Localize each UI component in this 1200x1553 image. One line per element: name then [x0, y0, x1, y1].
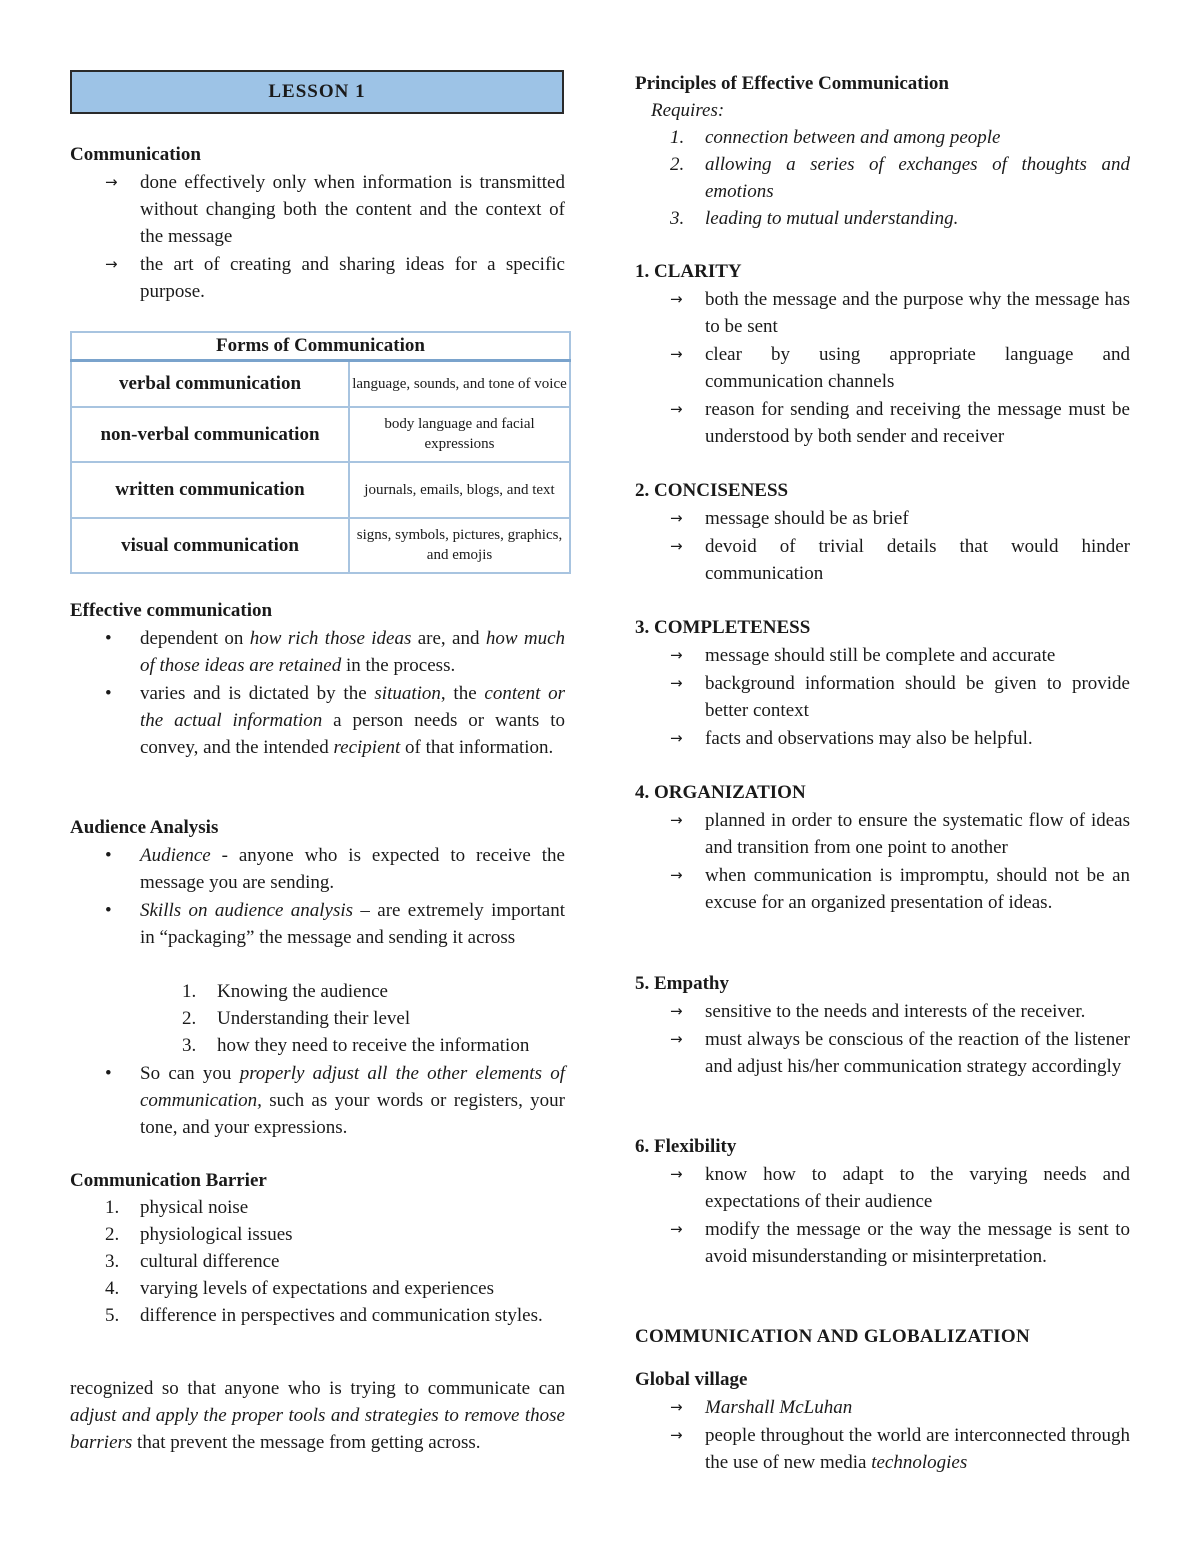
audience-sub-item: 2. Understanding their level: [182, 1008, 411, 1029]
communication-heading: Communication: [70, 144, 201, 165]
forms-of-communication-table: [70, 331, 571, 574]
arrow-icon: →: [670, 1030, 683, 1048]
effective-bullet-1: • dependent on how rich those ideas are, and how much of those ideas are retained in the process.: [105, 625, 565, 679]
barrier-paragraph: recognized so that anyone who is trying to communicate can adjust and apply the proper tools and strategies to remove those barriers that prevent the message from getting across.: [70, 1378, 565, 1453]
arrow-icon: →: [670, 1426, 683, 1444]
table-row: verbal communication language, sounds, and tone of voice: [71, 361, 570, 407]
bullet-icon: •: [105, 1063, 112, 1084]
principles-requires: Requires:: [651, 100, 725, 121]
bullet-icon: •: [105, 900, 112, 921]
arrow-icon: →: [670, 537, 683, 555]
flexibility-heading: 6. Flexibility: [635, 1136, 737, 1157]
arrow-icon: →: [670, 811, 683, 829]
arrow-icon: →: [105, 173, 118, 191]
audience-sub-item: 1. Knowing the audience: [182, 981, 388, 1002]
global-village-item: → people throughout the world are interconnected through the use of new media technologies: [670, 1422, 1130, 1476]
global-village-heading: Global village: [635, 1369, 748, 1390]
effective-bullet-2: • varies and is dictated by the situation, the content or the actual information a person needs or wants to convey, and the intended recipient of that information.: [105, 680, 565, 790]
empathy-item: → sensitive to the needs and interests of the receiver.: [670, 998, 1130, 1025]
flexibility-item: → know how to adapt to the varying needs and expectations of their audience: [670, 1161, 1130, 1215]
communication-item-2: → the art of creating and sharing ideas for a specific purpose.: [105, 251, 565, 305]
conciseness-heading: 2. CONCISENESS: [635, 480, 789, 501]
principle-item: 1. connection between and among people: [670, 127, 1001, 148]
completeness-item: → background information should be given to provide better context: [670, 670, 1130, 724]
audience-sub-item: 3. how they need to receive the information: [182, 1035, 530, 1056]
arrow-icon: →: [670, 1220, 683, 1238]
barrier-heading: Communication Barrier: [70, 1170, 267, 1191]
barrier-item: 3. cultural difference: [105, 1251, 280, 1272]
arrow-icon: →: [670, 345, 683, 363]
principle-item: 3. leading to mutual understanding.: [670, 208, 959, 229]
organization-heading: 4. ORGANIZATION: [635, 782, 806, 803]
completeness-item: → facts and observations may also be helpful.: [670, 725, 1130, 752]
arrow-icon: →: [670, 400, 683, 418]
empathy-item: → must always be conscious of the reaction of the listener and adjust his/her communication strategy accordingly: [670, 1026, 1130, 1108]
arrow-icon: →: [105, 255, 118, 273]
table-row: written communication journals, emails, blogs, and text: [71, 462, 570, 518]
audience-bullet-2: • Skills on audience analysis – are extremely important in “packaging” the message and sending it across: [105, 897, 565, 979]
table-row: visual communication signs, symbols, pictures, graphics, and emojis: [71, 518, 570, 573]
audience-heading: Audience Analysis: [70, 817, 219, 838]
conciseness-item: → message should be as brief: [670, 505, 1130, 532]
effective-heading: Effective communication: [70, 600, 273, 621]
arrow-icon: →: [670, 1002, 683, 1020]
completeness-item: → message should still be complete and accurate: [670, 642, 1130, 669]
communication-item-1: → done effectively only when information is transmitted without changing both the content and the context of the message: [105, 169, 565, 229]
globalization-heading: COMMUNICATION AND GLOBALIZATION: [635, 1326, 1030, 1347]
organization-item: → planned in order to ensure the systematic flow of ideas and transition from one point to another: [670, 807, 1130, 861]
table-row: non-verbal communication body language and facial expressions: [71, 407, 570, 462]
flexibility-item: → modify the message or the way the message is sent to avoid misunderstanding or misinterpretation.: [670, 1216, 1130, 1298]
barrier-item: 4. varying levels of expectations and experiences: [105, 1278, 494, 1299]
barrier-item: 1. physical noise: [105, 1197, 249, 1218]
clarity-item: → both the message and the purpose why the message has to be sent: [670, 286, 1130, 340]
audience-bullet-1: • Audience - anyone who is expected to receive the message you are sending.: [105, 842, 565, 896]
lesson-title: LESSON 1: [70, 70, 564, 114]
global-village-item: → Marshall McLuhan: [670, 1394, 1130, 1421]
arrow-icon: →: [670, 866, 683, 884]
conciseness-item: → devoid of trivial details that would hinder communication: [670, 533, 1130, 587]
empathy-heading: 5. Empathy: [635, 973, 729, 994]
arrow-icon: →: [670, 729, 683, 747]
arrow-icon: →: [670, 1398, 683, 1416]
clarity-item: → clear by using appropriate language and communication channels: [670, 341, 1130, 395]
bullet-icon: •: [105, 683, 112, 704]
arrow-icon: →: [670, 509, 683, 527]
clarity-item: → reason for sending and receiving the message must be understood by both sender and receiver: [670, 396, 1130, 450]
barrier-item: 5. difference in perspectives and communication styles.: [105, 1305, 543, 1326]
arrow-icon: →: [670, 290, 683, 308]
arrow-icon: →: [670, 646, 683, 664]
arrow-icon: →: [670, 674, 683, 692]
principle-item: 2. allowing a series of exchanges of thoughts and emotions: [670, 154, 1130, 202]
arrow-icon: →: [670, 1165, 683, 1183]
table-header: Forms of Communication: [71, 332, 570, 361]
principles-heading: Principles of Effective Communication: [635, 73, 949, 94]
bullet-icon: •: [105, 628, 112, 649]
completeness-heading: 3. COMPLETENESS: [635, 617, 811, 638]
audience-bullet-3: • So can you properly adjust all the other elements of communication, such as your words or registers, your tone, and your expressions.: [105, 1060, 565, 1142]
barrier-item: 2. physiological issues: [105, 1224, 293, 1245]
organization-item: → when communication is impromptu, should not be an excuse for an organized presentation of ideas.: [670, 862, 1130, 944]
clarity-heading: 1. CLARITY: [635, 261, 742, 282]
bullet-icon: •: [105, 845, 112, 866]
